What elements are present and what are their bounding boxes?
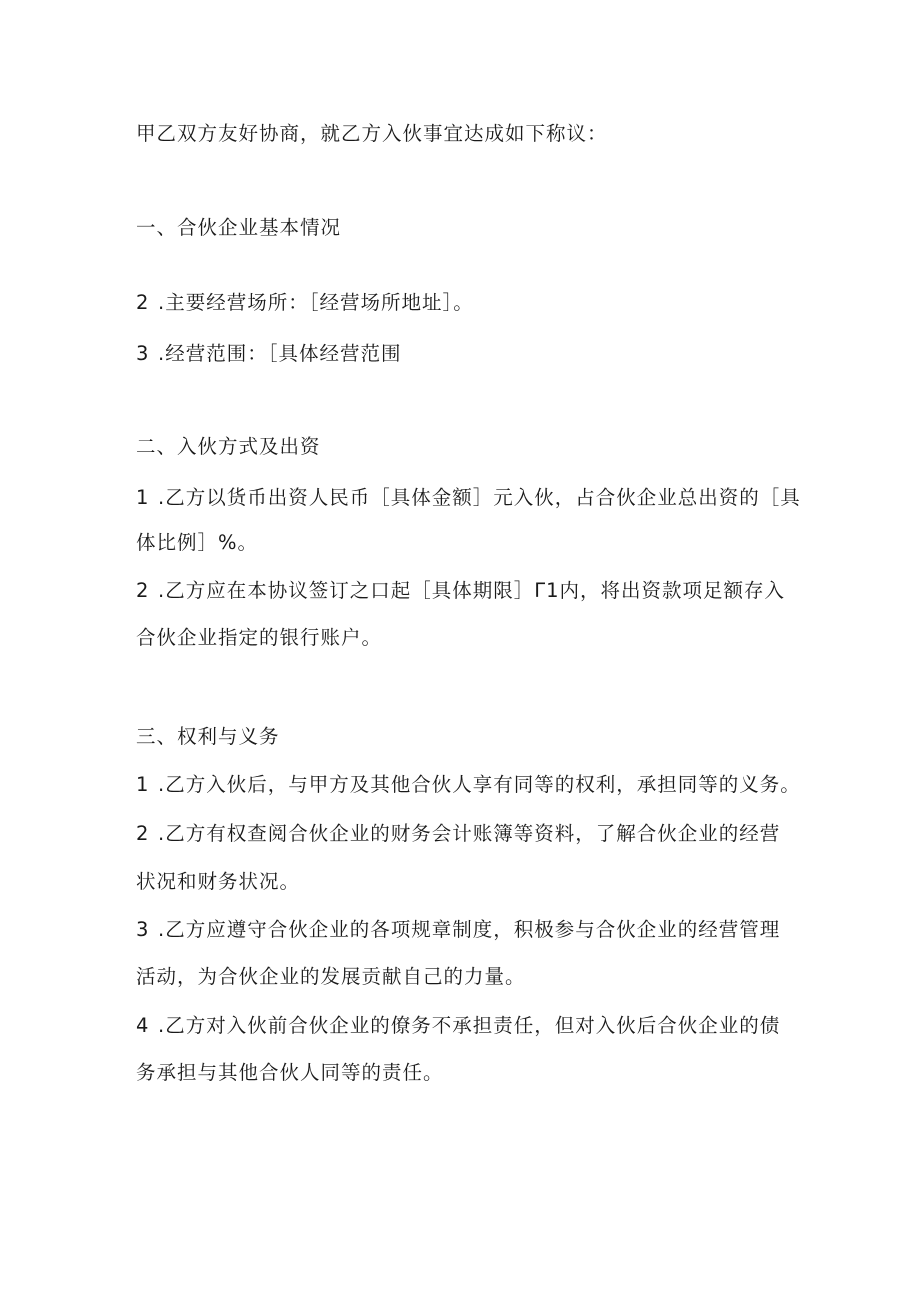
section-3-item-2-line-1	[136, 821, 780, 847]
item-text: .经营范围：［具体经营范围	[158, 342, 402, 365]
item-number: 2	[136, 291, 150, 314]
item-number: 2	[136, 579, 150, 602]
item-text: .乙方以货币出资人民币［具体金额］元入伙，占合伙企业总出资的［具	[158, 486, 801, 509]
section-3-item-3-line-2: 活动，为合伙企业的发展贡献自己的力量。	[136, 965, 526, 988]
section-3-item-4-line-1	[136, 1013, 780, 1039]
item-number: 2	[136, 822, 150, 845]
item-number: 3	[136, 918, 150, 941]
item-text: .主要经营场所：［经营场所地址］。	[158, 291, 474, 314]
section-3-item-1	[136, 772, 801, 798]
item-number: 1	[136, 773, 150, 796]
item-text: .乙方入伙后，与甲方及其他合伙人享有同等的权利，承担同等的义务。	[158, 773, 801, 796]
section-1-item-2	[136, 290, 474, 316]
section-2-item-1-line-2: 体比例］%。	[136, 531, 259, 554]
section-3-item-2-line-2: 状况和财务状况。	[136, 870, 301, 893]
section-2-heading: 二、入伙方式及出资	[136, 435, 321, 458]
item-number: 3	[136, 342, 150, 365]
intro-paragraph: 甲乙双方友好协商，就乙方入伙事宜达成如下称议：	[136, 122, 608, 145]
item-number: 1	[136, 486, 150, 509]
item-text: .乙方应遵守合伙企业的各项规章制度，积极参与合伙企业的经营管理	[158, 918, 781, 941]
section-2-item-2-line-2: 合伙企业指定的银行账户。	[136, 626, 383, 649]
section-3-item-3-line-1	[136, 917, 780, 943]
item-text: .乙方对入伙前合伙企业的僚务不承担责任，但对入伙后合伙企业的债	[158, 1014, 781, 1037]
section-1-heading: 一、合伙企业基本情况	[136, 216, 342, 239]
section-1-item-3	[136, 341, 401, 367]
item-text: .乙方有权查阅合伙企业的财务会计账簿等资料，了解合伙企业的经营	[158, 822, 781, 845]
item-text: .乙方应在本协议签订之口起［具体期限］Γ1内，将出资款项足额存入	[158, 579, 785, 602]
section-2-item-1-line-1	[136, 485, 801, 511]
section-3-heading: 三、权利与义务	[136, 725, 280, 748]
section-3-item-4-line-2: 务承担与其他合伙人同等的责任。	[136, 1061, 444, 1084]
item-number: 4	[136, 1014, 150, 1037]
section-2-item-2-line-1	[136, 578, 785, 604]
